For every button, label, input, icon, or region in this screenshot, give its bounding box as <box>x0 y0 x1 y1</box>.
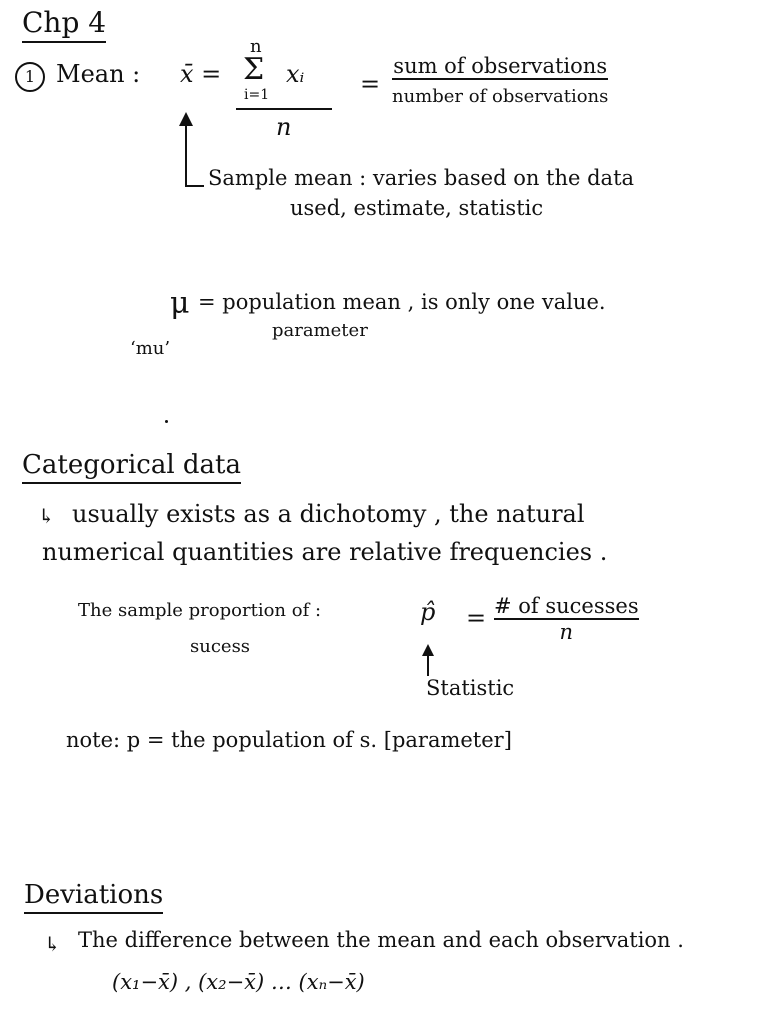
chapter-title: Chp 4 <box>22 6 106 43</box>
proportion-label-2: sucess <box>190 636 251 657</box>
sum-upper-limit: n <box>250 36 262 57</box>
proportion-equals: = <box>466 604 487 632</box>
mean-word-denominator: number of observations <box>392 86 609 107</box>
categorical-line1: usually exists as a dichotomy , the natural <box>72 500 585 528</box>
deviations-line2: (x₁−x̄) , (x₂−x̄) … (xₙ−x̄) <box>112 970 365 994</box>
proportion-fraction <box>494 594 639 644</box>
mean-label: Mean : <box>56 60 141 88</box>
proportion-numerator: # of sucesses <box>494 594 639 618</box>
statistic-label: Statistic <box>426 676 515 700</box>
population-pronunciation: ‘mu’ <box>130 338 171 359</box>
mean-item-number: 1 <box>15 62 45 92</box>
deviations-heading: Deviations <box>24 880 163 914</box>
mean-formula-lhs: x̄ = <box>180 60 222 88</box>
categorical-heading: Categorical data <box>22 450 241 484</box>
sample-mean-note-line2: used, estimate, statistic <box>290 196 544 220</box>
mean-formula-denominator: n <box>276 113 292 141</box>
stray-dot <box>165 420 168 423</box>
deviations-line1: The difference between the mean and each observation . <box>78 928 684 952</box>
p-hat-symbol: p̂ <box>420 598 436 626</box>
mean-word-numerator: sum of observations <box>393 54 608 78</box>
population-symbol: μ <box>170 286 190 321</box>
categorical-line2: numerical quantities are relative frequencies . <box>42 538 608 566</box>
categorical-arrow-icon: ↳ <box>38 504 55 528</box>
sum-lower-limit: i=1 <box>244 87 270 103</box>
parameter-note: note: p = the population of s. [parameter] <box>66 728 512 752</box>
proportion-denominator: n <box>559 620 574 644</box>
proportion-label: The sample proportion of : <box>78 600 322 621</box>
sum-symbol: Σ <box>243 52 265 87</box>
sum-term: xᵢ <box>286 60 305 88</box>
population-text: = population mean , is only one value. <box>198 290 606 314</box>
sample-mean-note-line1: Sample mean : varies based on the data <box>208 166 635 190</box>
deviations-arrow-icon: ↳ <box>44 932 61 956</box>
mean-equals: = <box>360 70 381 98</box>
population-type-label: parameter <box>272 320 368 341</box>
